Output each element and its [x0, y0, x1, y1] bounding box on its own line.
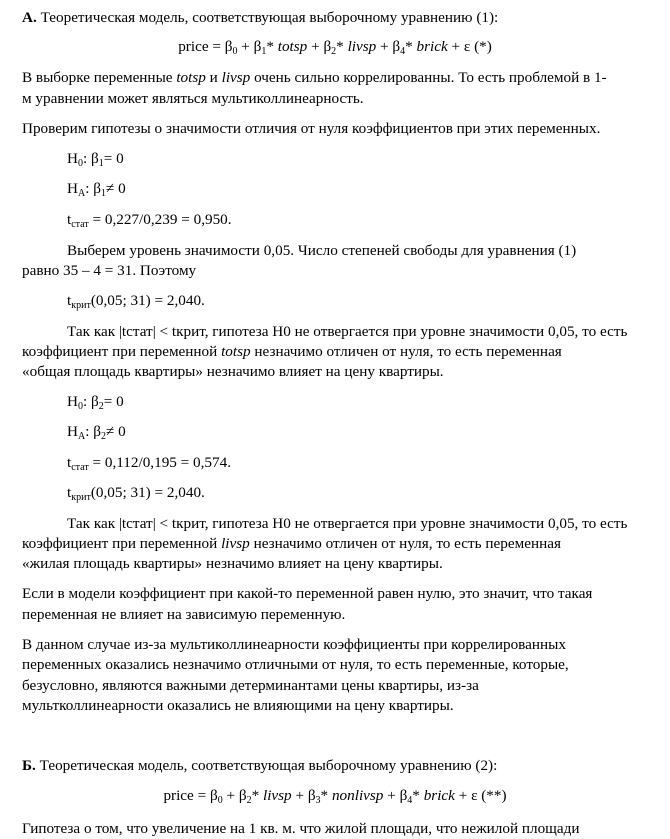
section-a-title: Теоретическая модель, соответствующая выборочному уравнению (1):: [40, 9, 499, 26]
paragraph-line: Выберем уровень значимости 0,05. Число степеней свободы для уравнения (1): [67, 242, 577, 259]
paragraph-line: Так как |tстат| < tкрит, гипотеза H0 не отвергается при уровне значимости 0,05, то есть: [67, 515, 628, 532]
paragraph-line: мультколлинеарности оказались не влияющими на цену квартиры.: [22, 697, 454, 714]
paragraph-line: Так как |tстат| < tкрит, гипотеза H0 не отвергается при уровне значимости 0,05, то есть: [67, 323, 628, 340]
paragraph-line: Проверим гипотезы о значимости отличия от нуля коэффициентов при этих переменных.: [22, 120, 601, 137]
t-crit-1: $t_{крит}(0,05$; 31) = 2,040.: [67, 292, 205, 311]
paragraph-line: коэффициент при переменной livsp незначимо отличен от нуля, то есть переменная: [22, 535, 561, 552]
section-b-title: Теоретическая модель, соответствующая выборочному уравнению (2):: [39, 757, 498, 774]
paragraph-line: «общая площадь квартиры» незначимо влияет на цену квартиры.: [22, 363, 444, 380]
paragraph-line: переменная не влияет на зависимую переменную.: [22, 606, 346, 623]
paragraph-line: м уравнении может являться мультиколлинеарность.: [22, 90, 364, 107]
equation-1: price = $\beta_0 + \beta_1*$ totsp + $\beta_2*$ livsp + $\beta_4*$ brick + ε (*): [178, 38, 492, 57]
equation-2: price = $\beta_0 + \beta_2*$ livsp + $\beta_3*$ nonlivsp + $\beta_4*$ brick + ε (**): [163, 787, 507, 806]
paragraph-line: Если в модели коэффициент при какой-то переменной равен нулю, это значит, что такая: [22, 585, 593, 602]
section-b-label: Б.: [22, 757, 36, 774]
paragraph-line: равно 35 – 4 = 31. Поэтому: [22, 262, 197, 279]
paragraph-line: коэффициент при переменной totsp незначимо отличен от нуля, то есть переменная: [22, 343, 562, 360]
paragraph-line: В выборке переменные totsp и livsp очень сильно коррелированны. То есть проблемой в 1-: [22, 69, 607, 86]
hypothesis-ha-beta2: $H_A$: $\beta_2\ne 0$: [67, 423, 126, 442]
hypothesis-ha-beta1: $H_A$: $\beta_1\ne 0$: [67, 180, 126, 199]
section-a-label: А.: [22, 9, 37, 26]
paragraph-line: «жилая площадь квартиры» незначимо влияет на цену квартиры.: [22, 555, 443, 572]
paragraph-line: безусловно, являются важными детерминантами цены квартиры, из-за: [22, 677, 479, 694]
paragraph-line: В данном случае из-за мультиколлинеарности коэффициенты при коррелированных: [22, 636, 566, 653]
section-a-heading: [22, 9, 498, 28]
hypothesis-h0-beta1: $H_0$: $\beta_1= 0$: [67, 150, 124, 169]
t-crit-2: $t_{крит}(0,05$; 31) = 2,040.: [67, 484, 205, 503]
section-b-heading: [22, 757, 497, 776]
hypothesis-h0-beta2: $H_0$: $\beta_2= 0$: [67, 393, 124, 412]
paragraph-line: переменных оказались незначимо отличными от нуля, то есть переменные, которые,: [22, 656, 569, 673]
t-stat-1: $t_{стат} = 0,227/0,239 = 0,950$.: [67, 211, 232, 230]
t-stat-2: $t_{стат} = 0,112/0,195 = 0,574$.: [67, 454, 232, 473]
paragraph-line: Гипотеза о том, что увеличение на 1 кв. м. что жилой площади, что нежилой площади: [22, 820, 580, 837]
